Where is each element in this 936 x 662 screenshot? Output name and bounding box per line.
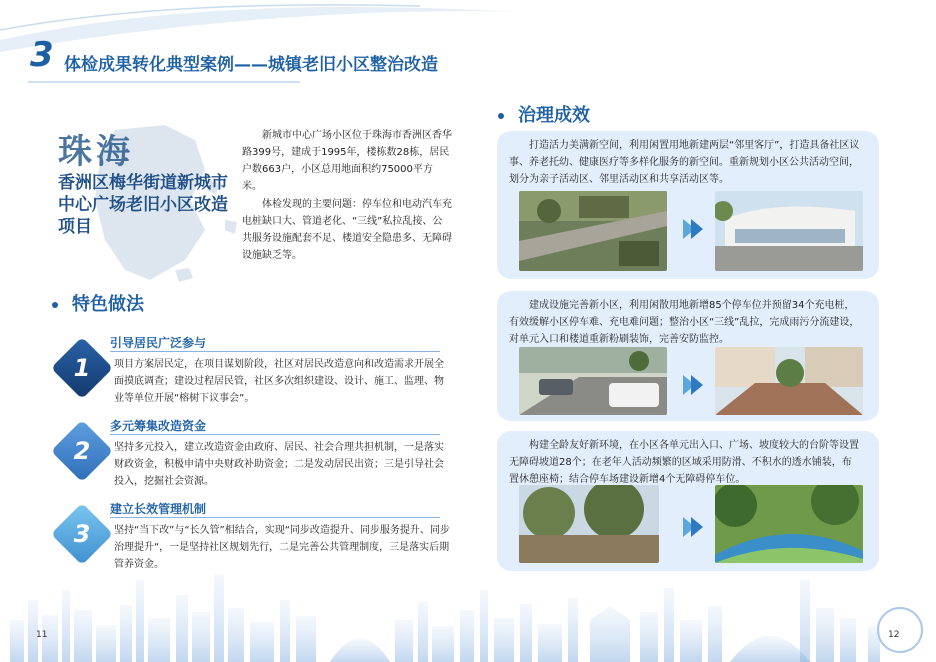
result-card-text: 建成设施完善新小区，利用闲散用地新增85个停车位并预留34个充电桩，有效缓解小区停车难、充电难问题；整治小区“三线”乱拉，完成雨污分流建设，对单元入口和楼道重新粉刷装饰，完善安防监控。 xyxy=(509,300,860,345)
feature-body: 坚持“当下改”与“长久管”相结合，实现“同步改造提升、同步服务提升、同步治理提升“，一是坚持社区规划先行，二是完善公共管理制度，三是落实后期管养资金。 xyxy=(114,525,450,570)
result-card xyxy=(497,291,879,421)
result-card-text: 打造活力美满新空间，利用闲置用地新建两层“邻里客厅”，打造具备社区议事、养老托幼、健康医疗等多样化服务的新空间。重新规划小区公共活动空间，划分为亲子活动区、邻里活动区和共享活动区等。 xyxy=(509,140,860,185)
arrow-right-icon xyxy=(683,513,705,541)
result-card xyxy=(497,131,879,279)
results-heading-label: 治理成效 xyxy=(518,105,590,126)
before-photo xyxy=(519,485,659,563)
after-photo xyxy=(715,485,863,563)
city-name: 珠海 xyxy=(58,132,134,172)
feature-body: 项目方案居民定，在项目谋划阶段，社区对居民改造意向和改造需求开展全面摸底调查；建设过程居民管，社区多次组织建设、设计、施工、监理、物业等单位开展“榕树下议事会”。 xyxy=(114,359,444,404)
after-photo xyxy=(715,347,863,415)
feature-divider xyxy=(110,351,440,352)
project-intro xyxy=(242,127,452,265)
result-card xyxy=(497,431,879,571)
number-badge-label: 2 xyxy=(73,437,91,465)
results-heading xyxy=(498,101,590,127)
arrow-right-icon xyxy=(683,215,705,243)
features-heading xyxy=(52,290,144,316)
before-photo xyxy=(519,191,667,271)
after-photo xyxy=(715,191,863,271)
features-heading-label: 特色做法 xyxy=(72,294,144,315)
header-swoosh-decoration xyxy=(0,0,936,90)
section-title: 体检成果转化典型案例——城镇老旧小区整治改造 xyxy=(64,55,438,75)
number-badge-label: 3 xyxy=(73,520,91,548)
bullet-icon xyxy=(52,302,58,308)
page-header xyxy=(0,0,936,90)
section-number: 3 xyxy=(30,35,54,75)
intro-paragraph: 新城市中心广场小区位于珠海市香洲区香华路399号，建成于1995年，楼栋数28栋，居民户数663户，小区总用地面积约75000平方米。 xyxy=(242,130,452,192)
number-badge xyxy=(51,420,113,482)
page-number-right: 12 xyxy=(888,630,900,640)
result-card-text: 构建全龄友好新环境，在小区各单元出入口、广场、坡度较大的台阶等设置无障碍坡道28个；在老年人活动频繁的区域采用防滑、不积水的透水铺装，布置休憩座椅；结合停车场建设新增4个无障碍停车位。 xyxy=(509,440,859,485)
number-badge xyxy=(51,503,113,565)
bullet-icon xyxy=(498,113,504,119)
city-skyline-decoration xyxy=(0,560,936,662)
feature-divider xyxy=(110,434,440,435)
project-title: 香洲区梅华街道新城市中心广场老旧小区改造项目 xyxy=(58,173,228,237)
intro-paragraph: 体检发现的主要问题：停车位和电动汽车充电桩缺口大、管道老化、“三线”私拉乱接、公共服务设施配套不足、楼道安全隐患多、无障碍设施缺乏等。 xyxy=(242,199,452,261)
feature-title: 多元筹集改造资金 xyxy=(110,419,207,433)
number-badge-label: 1 xyxy=(73,354,91,382)
feature-divider xyxy=(110,517,440,518)
page-number-left: 11 xyxy=(36,630,48,640)
feature-body: 坚持多元投入，建立改造资金由政府、居民、社会合理共担机制，一是落实财政资金，积极申请中央财政补助资金；二是发动居民出资；三是引导社会投入，挖掘社会资源。 xyxy=(114,442,444,487)
feature-title: 建立长效管理机制 xyxy=(110,502,207,516)
before-photo xyxy=(519,347,667,415)
feature-title: 引导居民广泛参与 xyxy=(110,336,207,350)
number-badge xyxy=(51,337,113,399)
arrow-right-icon xyxy=(683,371,705,399)
